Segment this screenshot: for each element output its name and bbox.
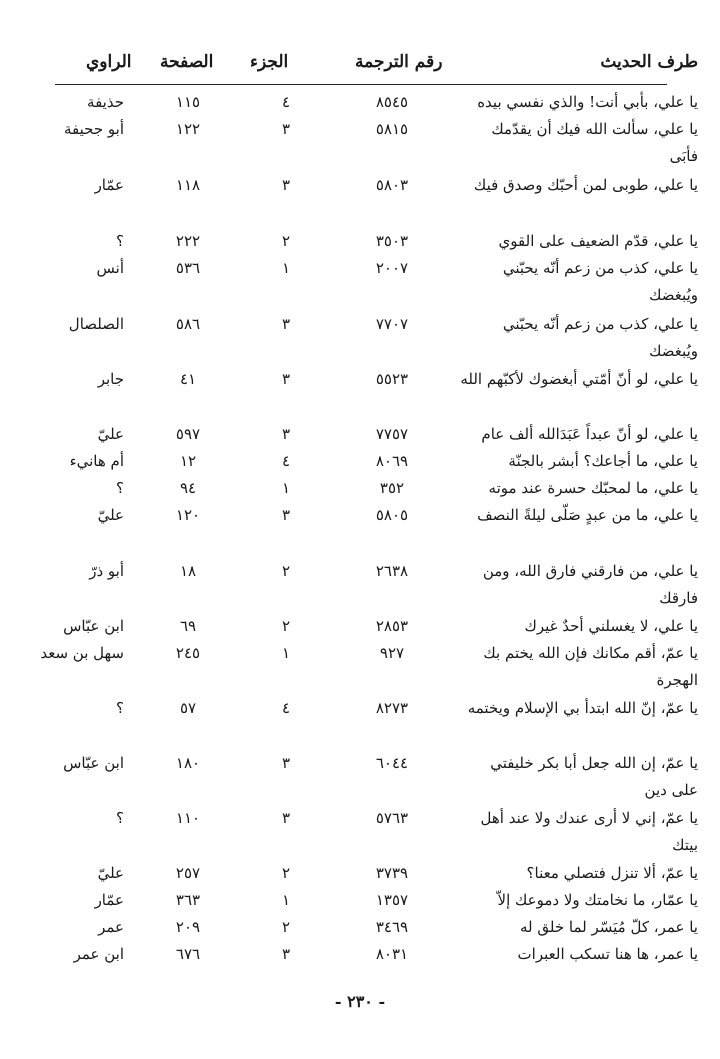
page-ref: ١٨٠	[175, 754, 201, 772]
hadith-text: يا علي، ما أجاعك؟ أبشر بالجنّة	[508, 452, 698, 470]
juz-number: ٢	[281, 864, 291, 882]
narrator: ؟	[116, 699, 124, 717]
page-ref: ٥٧	[179, 699, 197, 717]
page-ref: ١٢٠	[175, 506, 201, 524]
page-ref: ٥٣٦	[175, 259, 201, 277]
narrator: ؟	[116, 809, 124, 827]
tarjama-number: ٧٧٥٧	[375, 425, 409, 443]
juz-number: ٤	[281, 699, 291, 717]
narrator: عليّ	[97, 425, 124, 443]
tarjama-number: ٥٥٢٣	[375, 370, 409, 388]
page-ref: ٣٦٣	[175, 891, 201, 909]
header-hadith: طرف الحديث	[600, 52, 698, 72]
page-ref: ٤١	[179, 370, 197, 388]
juz-number: ٣	[281, 809, 291, 827]
narrator: عليّ	[97, 864, 124, 882]
juz-number: ١	[281, 644, 291, 662]
hadith-text: يا علي، من فارقني فارق الله، ومن فارقك	[482, 562, 698, 607]
hadith-text: يا علي، كذب من زعم أنّه يحبّني ويُبغضك	[502, 259, 698, 304]
narrator: ابن عمر	[73, 945, 124, 963]
hadith-text: يا عمّ، أقم مكانك فإن الله يختم بك الهجرة	[483, 644, 698, 689]
page-ref: ١٨	[179, 562, 197, 580]
tarjama-number: ٢٨٥٣	[375, 617, 409, 635]
page-ref: ٢٢٢	[175, 232, 201, 250]
hadith-text: يا علي، سألت الله فيك أن يقدّمك فأبَى	[491, 120, 698, 165]
juz-number: ٣	[281, 176, 291, 194]
hadith-text: يا عمّار، ما نخامتك ولا دموعك إلاّ	[497, 891, 698, 909]
juz-number: ٣	[281, 370, 291, 388]
tarjama-number: ٥٨٠٣	[375, 176, 409, 194]
hadith-text: يا علي، ما من عبدٍ صَلّى ليلةً النصف	[477, 506, 698, 524]
page-ref: ١١٠	[175, 809, 201, 827]
juz-number: ١	[281, 259, 291, 277]
hadith-text: يا علي، قدّم الضعيف على القوي	[498, 232, 698, 250]
hadith-text: يا علي، طوبى لمن أحبّك وصدق فيك	[473, 176, 698, 194]
juz-number: ٣	[281, 945, 291, 963]
tarjama-number: ٢٠٠٧	[375, 259, 409, 277]
header-rule	[55, 84, 667, 85]
page-ref: ٢٠٩	[175, 918, 201, 936]
tarjama-number: ٣٥٠٣	[375, 232, 409, 250]
page-ref: ٥٨٦	[175, 315, 201, 333]
header-safha: الصفحة	[160, 52, 214, 72]
tarjama-number: ٣٧٣٩	[375, 864, 409, 882]
narrator: أم هانيء	[69, 452, 124, 470]
hadith-text: يا علي، لو أنّ أمّتي أبغضوك لأكبّهم الله	[460, 370, 698, 388]
tarjama-number: ٦٠٤٤	[375, 754, 409, 772]
hadith-text: يا علي، لو أنّ عبداً عَبَدَالله ألف عام	[481, 425, 698, 443]
hadith-text: يا عمّ، ألا تنزل فتصلي معنا؟	[526, 864, 698, 882]
juz-number: ١	[281, 891, 291, 909]
juz-number: ٤	[281, 452, 291, 470]
page-ref: ٩٤	[179, 479, 197, 497]
juz-number: ٢	[281, 918, 291, 936]
hadith-text: يا علي، بأبي أنت! والذي نفسي بيده	[477, 93, 698, 111]
juz-number: ٣	[281, 120, 291, 138]
page-ref: ٦٧٦	[175, 945, 201, 963]
narrator: عمر	[98, 918, 124, 936]
header-juz: الجزء	[250, 52, 289, 72]
page-number: - ٢٣٠ -	[334, 992, 386, 1011]
juz-number: ٢	[281, 562, 291, 580]
page-ref: ٢٥٧	[175, 864, 201, 882]
page-ref: ١٢٢	[175, 120, 201, 138]
juz-number: ٤	[281, 93, 291, 111]
tarjama-number: ١٣٥٧	[375, 891, 409, 909]
hadith-text: يا عمّ، إن الله جعل أبا بكر خليفتي على دين	[490, 754, 698, 799]
juz-number: ٣	[281, 754, 291, 772]
narrator: ؟	[116, 479, 124, 497]
juz-number: ٢	[281, 232, 291, 250]
narrator: عليّ	[97, 506, 124, 524]
tarjama-number: ٣٥٢	[379, 479, 405, 497]
narrator: ؟	[116, 232, 124, 250]
narrator: جابر	[97, 370, 124, 388]
tarjama-number: ٨٢٧٣	[375, 699, 409, 717]
juz-number: ٣	[281, 506, 291, 524]
hadith-text: يا عمر، ها هنا تسكب العبرات	[517, 945, 698, 963]
narrator: عمّار	[94, 891, 124, 909]
narrator: ابن عبّاس	[63, 617, 124, 635]
narrator: عمّار	[94, 176, 124, 194]
juz-number: ١	[281, 479, 291, 497]
narrator: أبو ذرّ	[89, 562, 124, 580]
narrator: حذيفة	[87, 93, 124, 111]
tarjama-number: ٣٤٦٩	[375, 918, 409, 936]
header-tarjama: رقم الترجمة	[355, 52, 443, 72]
juz-number: ٢	[281, 617, 291, 635]
hadith-text: يا عمّ، إني لا أرى عندك ولا عند أهل بيتك	[480, 809, 698, 854]
page-ref: ٦٩	[179, 617, 197, 635]
page-ref: ١٢	[179, 452, 197, 470]
page-ref: ٥٩٧	[175, 425, 201, 443]
hadith-text: يا علي، ما لمحبّك حسرة عند موته	[488, 479, 698, 497]
hadith-text: يا علي، كذب من زعم أنّه يحبّني ويُبغضك	[502, 315, 698, 360]
tarjama-number: ٥٨١٥	[375, 120, 409, 138]
tarjama-number: ٥٨٠٥	[375, 506, 409, 524]
hadith-text: يا علي، لا يغسلني أحدٌ غيرك	[524, 617, 698, 635]
narrator: أنس	[96, 259, 124, 277]
narrator: أبو جحيفة	[64, 120, 124, 138]
narrator: الصلصال	[68, 315, 124, 333]
tarjama-number: ٥٧٦٣	[375, 809, 409, 827]
hadith-text: يا عمّ، إنّ الله ابتدأ بي الإسلام ويختمه	[467, 699, 698, 717]
page-ref: ١١٨	[175, 176, 201, 194]
page-ref: ١١٥	[175, 93, 201, 111]
narrator: ابن عبّاس	[63, 754, 124, 772]
tarjama-number: ٨٠٦٩	[375, 452, 409, 470]
tarjama-number: ٨٠٣١	[375, 945, 409, 963]
narrator: سهل بن سعد	[40, 644, 124, 662]
tarjama-number: ٩٢٧	[379, 644, 405, 662]
juz-number: ٣	[281, 425, 291, 443]
hadith-text: يا عمر، كلّ مُيَسّر لما خلق له	[520, 918, 698, 936]
page-ref: ٢٤٥	[175, 644, 201, 662]
tarjama-number: ٨٥٤٥	[375, 93, 409, 111]
juz-number: ٣	[281, 315, 291, 333]
tarjama-number: ٧٧٠٧	[375, 315, 409, 333]
tarjama-number: ٢٦٣٨	[375, 562, 409, 580]
header-rawi: الراوي	[86, 52, 132, 72]
